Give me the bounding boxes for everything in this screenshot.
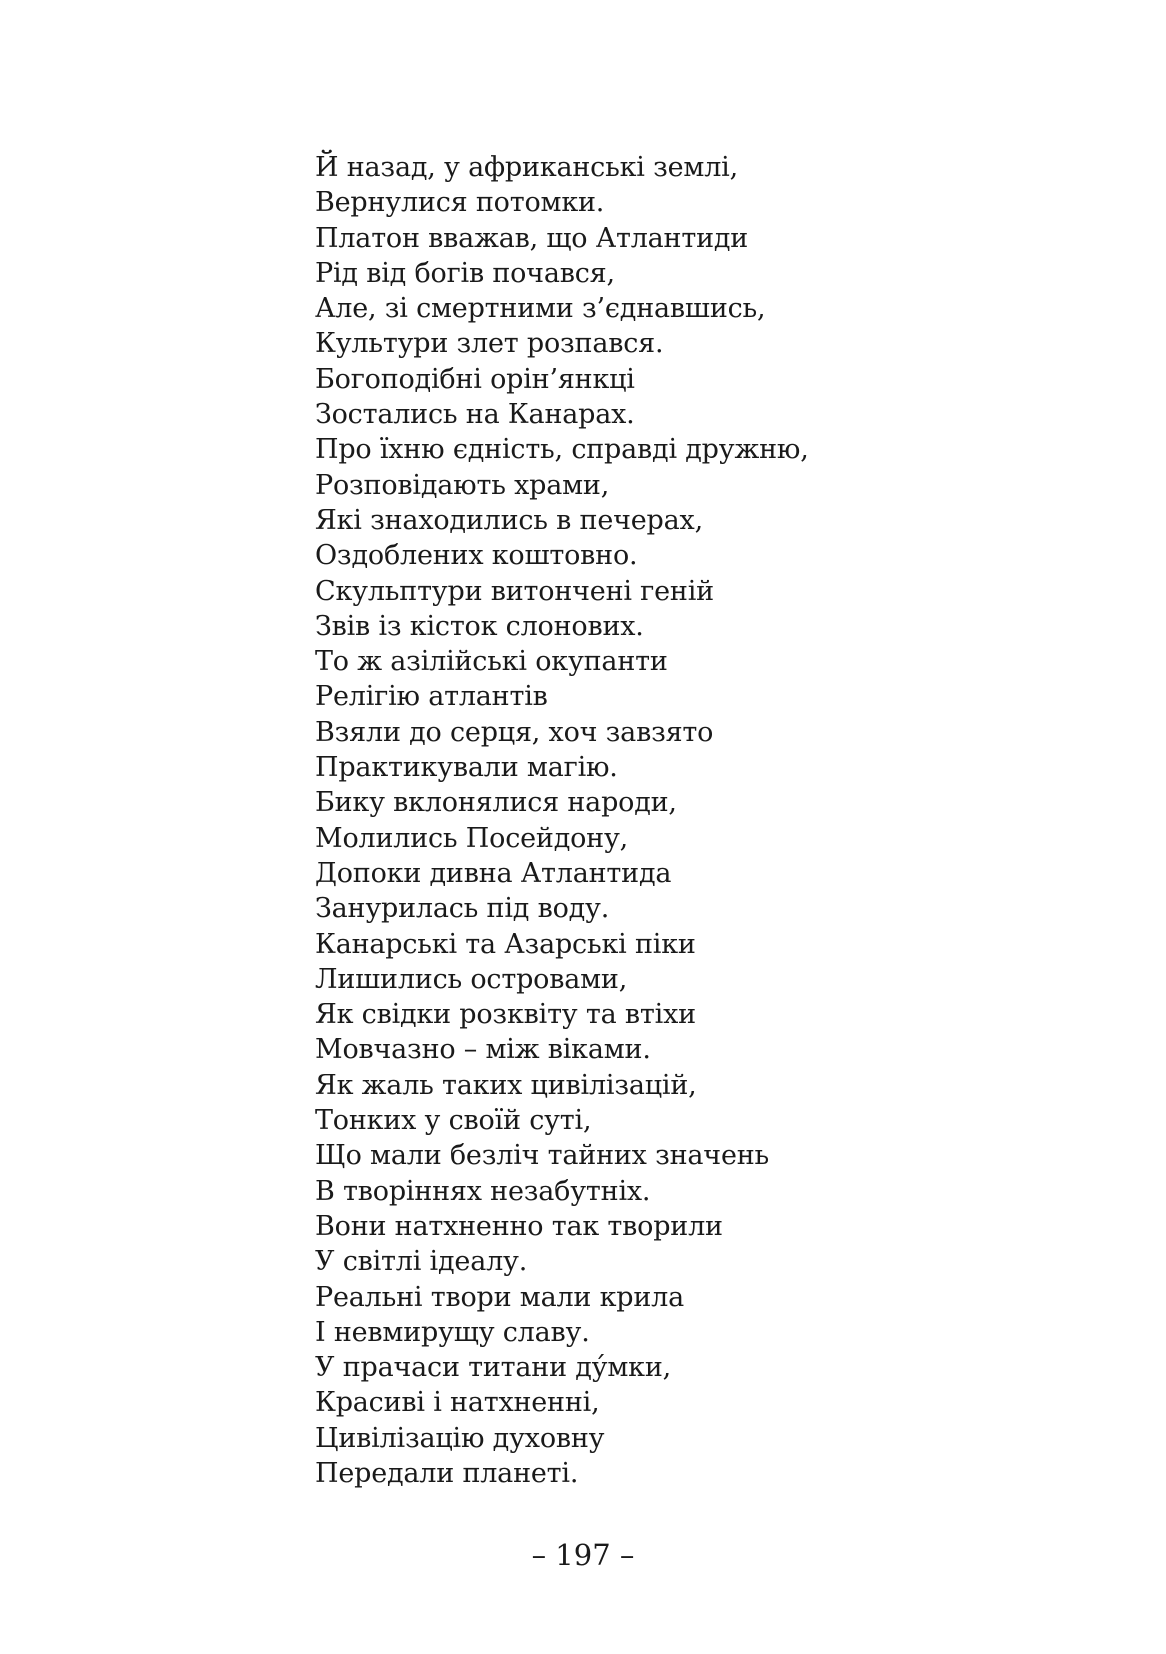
poem-line: Платон вважав, що Атлантиди bbox=[315, 222, 749, 254]
poem-text bbox=[315, 150, 809, 1491]
poem-line: Цивілізацію духовну bbox=[315, 1422, 605, 1454]
poem-line: У світлі ідеалу. bbox=[315, 1246, 528, 1278]
poem-line: Скульптури витончені геній bbox=[315, 575, 714, 607]
poem-line: Бику вклонялися народи, bbox=[315, 787, 677, 819]
poem-line: Практикували магію. bbox=[315, 752, 618, 784]
poem-line: І невмирущу славу. bbox=[315, 1316, 590, 1348]
page-number: – 197 – bbox=[531, 1538, 635, 1572]
poem-line: У прачаси титани ду́мки, bbox=[315, 1352, 672, 1384]
poem-line: Канарські та Азарські піки bbox=[315, 928, 696, 960]
poem-line: Як свідки розквіту та втіхи bbox=[315, 999, 696, 1031]
poem-line: Й назад, у африканські землі, bbox=[315, 152, 738, 183]
poem-line: Культури злет розпався. bbox=[315, 328, 664, 360]
poem-line: Як жаль таких цивілізацій, bbox=[315, 1069, 697, 1101]
poem-line: Вернулися потомки. bbox=[315, 187, 605, 219]
poem-line: Релігію атлантів bbox=[315, 681, 548, 713]
poem-line: Красиві і натхненні, bbox=[315, 1387, 600, 1419]
poem-line: Які знаходились в печерах, bbox=[315, 504, 703, 536]
poem-line: Передали планеті. bbox=[315, 1457, 579, 1489]
poem-line: Розповідають храми, bbox=[315, 469, 610, 501]
poem-line: Взяли до серця, хоч завзято bbox=[315, 716, 714, 748]
poem-line: Занурилась під воду. bbox=[315, 893, 610, 925]
poem-line: В творіннях незабутніх. bbox=[315, 1175, 651, 1207]
poem-line: Але, зі смертними з’єднавшись, bbox=[315, 293, 766, 325]
poem-line: Рід від богів почався, bbox=[315, 257, 615, 289]
poem-line: Звів із кісток слонових. bbox=[315, 610, 644, 642]
poem-line: Молились Посейдону, bbox=[315, 822, 629, 854]
poem-line: Тонких у своїй суті, bbox=[315, 1105, 592, 1137]
poem-line: Що мали безліч тайних значень bbox=[315, 1140, 770, 1172]
poem-line: Мовчазно – між віками. bbox=[315, 1034, 651, 1066]
poem-line: Про їхню єдність, справді дружню, bbox=[315, 434, 809, 466]
poem-line: Богоподібні орін’янкці bbox=[315, 363, 635, 395]
poem-line: Оздоблених коштовно. bbox=[315, 540, 638, 572]
poem-line: Допоки дивна Атлантида bbox=[315, 857, 672, 889]
poem-line: Реальні твори мали крила bbox=[315, 1281, 684, 1313]
poem-line: То ж азілійські окупанти bbox=[315, 646, 668, 678]
poem-line: Зостались на Канарах. bbox=[315, 399, 635, 431]
poem-line: Лишились островами, bbox=[315, 963, 628, 995]
poem-line: Вони натхненно так творили bbox=[315, 1210, 723, 1242]
